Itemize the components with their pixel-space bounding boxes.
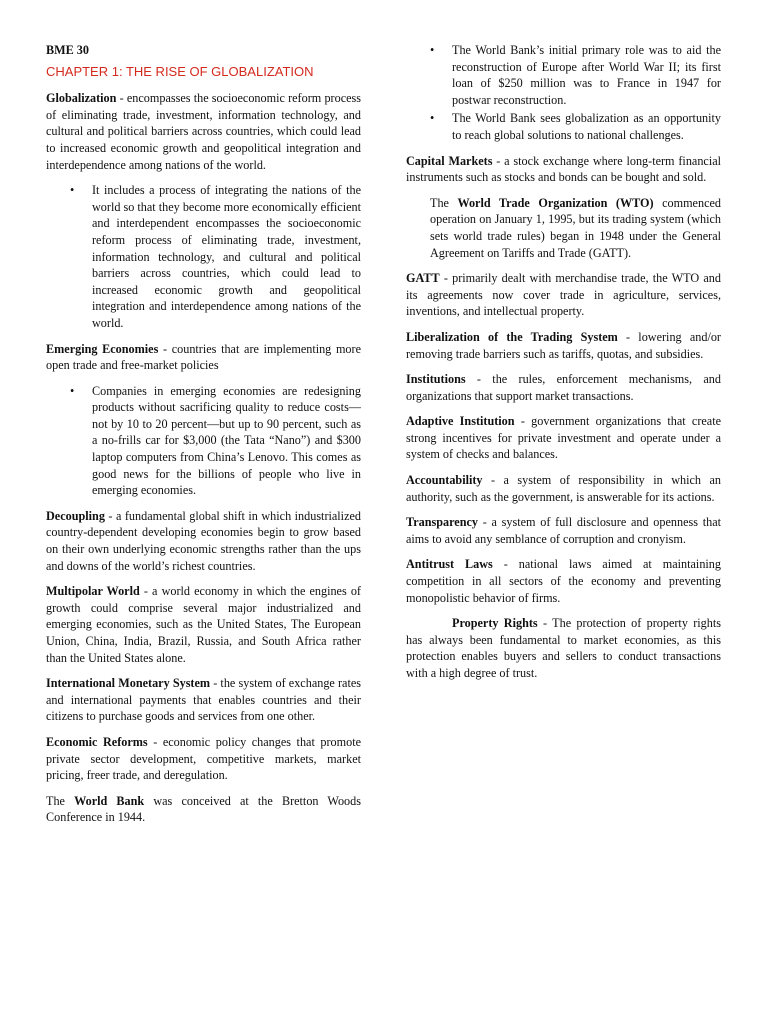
right-column bbox=[406, 42, 721, 691]
list-item: • The World Bank sees globalization as an opportunity to reach global solutions to national challenges. bbox=[452, 110, 721, 143]
definition-world-bank bbox=[46, 793, 361, 826]
term-property-rights: Property Rights bbox=[452, 616, 538, 631]
definition-property-rights bbox=[406, 615, 721, 681]
def-international-monetary-system: - the system of exchange rates and international payments that enables countries and their citizens to purchase goods and services from one other. bbox=[46, 676, 361, 724]
pre-wto: The bbox=[430, 195, 458, 210]
term-wto: World Trade Organization (WTO) bbox=[457, 195, 654, 210]
course-code: BME 30 bbox=[46, 43, 89, 57]
world-bank-bullets bbox=[406, 42, 721, 144]
term-world-bank: World Bank bbox=[74, 793, 145, 808]
term-accountability: Accountability bbox=[406, 473, 483, 488]
term-globalization: Globalization bbox=[46, 91, 117, 106]
def-property-rights: - The protection of property rights has always been fundamental to market economies, as this protection enables buyers and sellers to conduct transactions with a high degree of trust. bbox=[406, 616, 721, 680]
definition-antitrust-laws bbox=[406, 556, 721, 606]
definition-emerging-economies bbox=[46, 341, 361, 374]
definition-institutions bbox=[406, 371, 721, 404]
list-item: • It includes a process of integrating the nations of the world so that they become more economically efficient and interdependent encompasses the socioeconomic reform process of eliminating trade, investment, information technology, and cultural and political barriers across countries, which could lead to increased economic growth and geopolitical integration and interdependence among nations of the world. bbox=[92, 182, 361, 331]
definition-accountability bbox=[406, 472, 721, 505]
definition-international-monetary-system bbox=[46, 675, 361, 725]
term-capital-markets: Capital Markets bbox=[406, 153, 493, 168]
term-multipolar-world: Multipolar World bbox=[46, 584, 140, 599]
def-globalization: - encompasses the socioeconomic reform process of eliminating trade, investment, information technology, and cultural and political barriers across countries, which could lead to increased economic growth and geopolitical integration and interdependence among nations of the world. bbox=[46, 91, 361, 172]
list-item: • The World Bank’s initial primary role was to aid the reconstruction of Europe after World War II; its first loan of $250 million was to France in 1947 for postwar reconstruction. bbox=[452, 42, 721, 108]
def-multipolar-world: - a world economy in which the engines of growth could comprise several major industrialized and emerging economies, such as the United States, The European Union, China, India, Brazil, Russia, and South Africa rather than the United States alone. bbox=[46, 584, 361, 665]
chapter-title: CHAPTER 1: THE RISE OF GLOBALIZATION bbox=[46, 63, 314, 79]
def-transparency: - a system of full disclosure and openness that aims to avoid any semblance of corruption and cronyism. bbox=[406, 515, 721, 546]
def-economic-reforms: - economic policy changes that promote private sector development, competitive markets, market pricing, freer trade, and deregulation. bbox=[46, 734, 361, 783]
left-column bbox=[46, 42, 361, 835]
def-decoupling: - a fundamental global shift in which industrialized country-dependent developing economies begin to grow based on their own underlying economic strengths rather than the ups and downs of the world’s richest countries. bbox=[46, 508, 361, 573]
list-item: • Companies in emerging economies are redesigning products without sacrificing quality to reduce costs—not by 10 to 20 percent—but up to 90 percent, such as a no-frills car for $3,000 (the Tata “Nano”) and $300 laptop computers from China’s Lenovo. This comes as good news for the billions of people who live in emerging economies. bbox=[92, 383, 361, 499]
definition-wto bbox=[406, 195, 721, 261]
definition-economic-reforms bbox=[46, 734, 361, 784]
term-economic-reforms: Economic Reforms bbox=[46, 734, 148, 749]
def-adaptive-institution: - government organizations that create strong incentives for private investment and operate under a system of checks and balances. bbox=[406, 414, 721, 462]
term-emerging-economies: Emerging Economies bbox=[46, 341, 159, 356]
def-world-bank: was conceived at the Bretton Woods Conference in 1944. bbox=[46, 793, 361, 825]
definition-globalization bbox=[46, 90, 361, 173]
term-institutions: Institutions bbox=[406, 372, 466, 387]
emerging-bullets bbox=[46, 383, 361, 499]
def-capital-markets: - a stock exchange where long-term financial instruments such as stocks and bonds can be bought and sold. bbox=[406, 153, 722, 185]
term-adaptive-institution: Adaptive Institution bbox=[406, 414, 515, 429]
term-transparency: Transparency bbox=[406, 515, 478, 530]
definition-transparency bbox=[406, 514, 721, 547]
definition-liberalization bbox=[406, 329, 721, 362]
def-wto: commenced operation on January 1, 1995, but its trading system (which sets world trade rules) began in 1948 under the General Agreement on Tariffs and Trade (GATT). bbox=[430, 195, 721, 260]
definition-gatt bbox=[406, 270, 721, 320]
term-gatt: GATT bbox=[406, 271, 440, 286]
def-antitrust-laws: - national laws aimed at maintaining competition in all sectors of the economy and preventing monopolistic behavior of firms. bbox=[406, 557, 721, 605]
term-international-monetary-system: International Monetary System bbox=[46, 676, 211, 691]
definition-multipolar-world bbox=[46, 583, 361, 666]
definition-capital-markets bbox=[406, 153, 721, 186]
def-liberalization: - lowering and/or removing trade barriers such as tariffs, quotas, and subsidies. bbox=[406, 329, 721, 361]
term-liberalization: Liberalization of the Trading System bbox=[406, 329, 618, 344]
globalization-bullets bbox=[46, 182, 361, 331]
def-gatt: - primarily dealt with merchandise trade, the WTO and its agreements now cover trade in agriculture, services, inventions, and intellectual property. bbox=[406, 271, 721, 319]
definition-decoupling bbox=[46, 508, 361, 574]
pre-world-bank: The bbox=[46, 793, 75, 808]
term-antitrust-laws: Antitrust Laws bbox=[406, 557, 493, 572]
def-emerging-economies: - countries that are implementing more open trade and free-market policies bbox=[46, 341, 361, 373]
def-accountability: - a system of responsibility in which an authority, such as the government, is answerable for its actions. bbox=[406, 473, 721, 504]
def-institutions: - the rules, enforcement mechanisms, and organizations that support market transactions. bbox=[406, 372, 721, 403]
term-decoupling: Decoupling bbox=[46, 508, 105, 523]
definition-adaptive-institution bbox=[406, 413, 721, 463]
